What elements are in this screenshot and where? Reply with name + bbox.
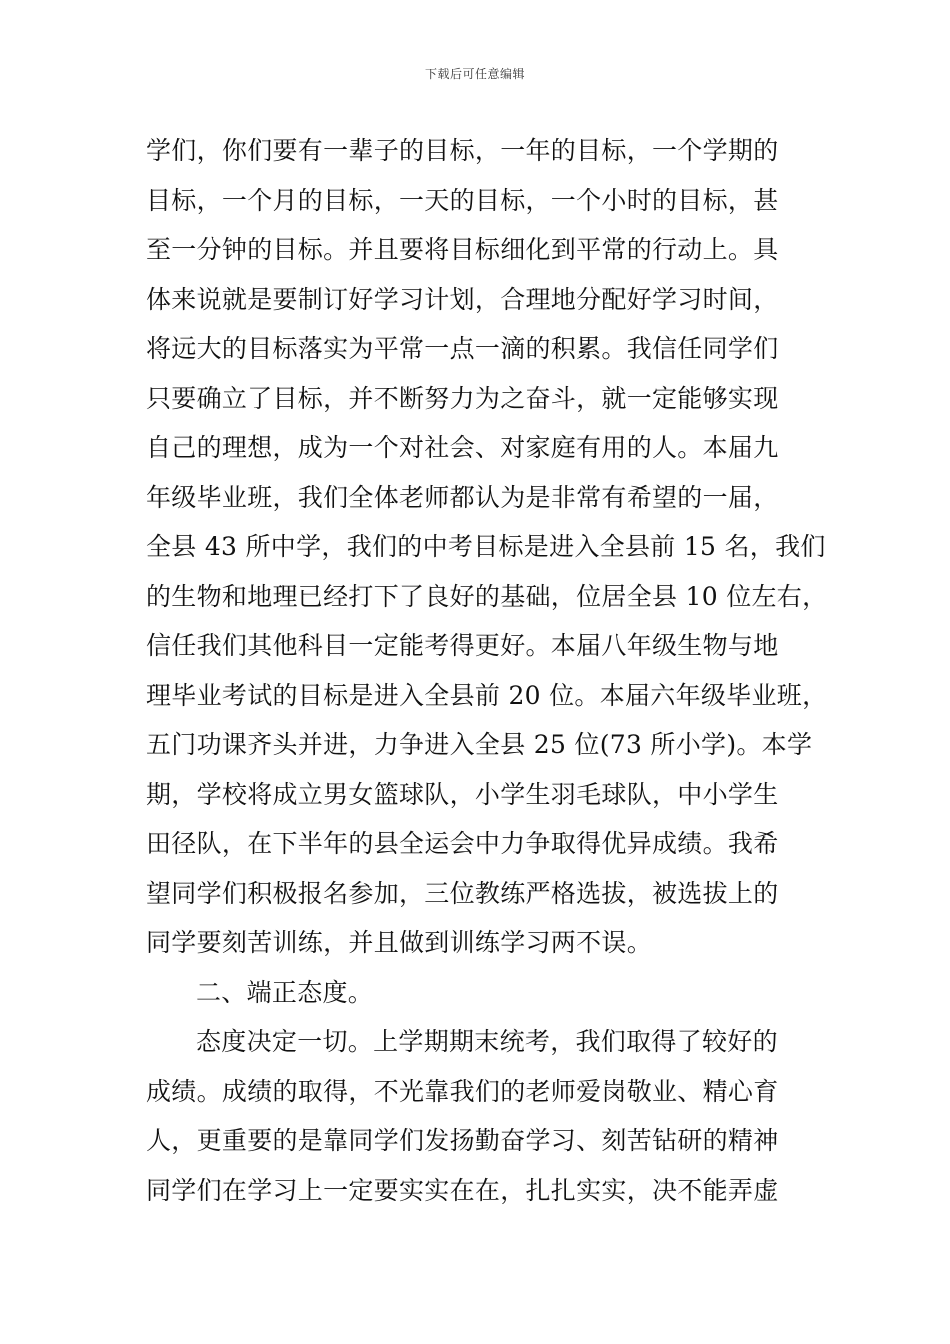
paragraph-0-line-3: 体来说就是要制订好学习计划，合理地分配好学习时间， <box>146 284 779 314</box>
paragraph-0-line-16: 同学要刻苦训练，并且做到训练学习两不误。 <box>146 928 653 957</box>
paragraph-2-line-1: 成绩。成绩的取得，不光靠我们的老师爱岗敬业、精心育 <box>146 1076 779 1106</box>
document-body <box>146 126 826 1215</box>
paragraph-0-line-1: 目标，一个月的目标，一天的目标，一个小时的目标，甚 <box>146 185 779 215</box>
paragraph-2-line-3: 同学们在学习上一定要实实在在，扎扎实实，决不能弄虚 <box>146 1175 779 1205</box>
paragraph-0-line-4: 将远大的目标落实为平常一点一滴的积累。我信任同学们 <box>146 334 779 363</box>
paragraph-0-line-15: 望同学们积极报名参加，三位教练严格选拔，被选拔上的 <box>146 878 779 908</box>
paragraph-0-line-14: 田径队，在下半年的县全运会中力争取得优异成绩。我希 <box>146 829 779 858</box>
paragraph-0-line-5: 只要确立了目标，并不断努力为之奋斗，就一定能够实现 <box>146 383 779 413</box>
paragraph-0-line-12: 五门功课齐头并进，力争进入全县 25 位(73 所小学)。本学 <box>146 730 813 759</box>
paragraph-0-line-10: 信任我们其他科目一定能考得更好。本届八年级生物与地 <box>146 631 779 660</box>
paragraph-1-line-0: 二、端正态度。 <box>196 977 374 1007</box>
paragraph-2-line-0: 态度决定一切。上学期期末统考，我们取得了较好的 <box>196 1027 778 1056</box>
page-header: 下载后可任意编辑 <box>424 67 525 81</box>
paragraph-0-line-7: 年级毕业班，我们全体老师都认为是非常有希望的一届， <box>146 482 779 512</box>
paragraph-0-line-13: 期，学校将成立男女篮球队，小学生羽毛球队，中小学生 <box>146 779 779 809</box>
paragraph-0-line-8: 全县 43 所中学，我们的中考目标是进入全县前 15 名，我们 <box>146 532 826 561</box>
paragraph-0-line-11: 理毕业考试的目标是进入全县前 20 位。本届六年级毕业班， <box>146 680 828 710</box>
paragraph-0-line-0: 学们，你们要有一辈子的目标，一年的目标，一个学期的 <box>146 136 779 165</box>
paragraph-0-line-6: 自己的理想，成为一个对社会、对家庭有用的人。本届九 <box>146 433 779 462</box>
paragraph-0-line-2: 至一分钟的目标。并且要将目标细化到平常的行动上。具 <box>146 235 779 264</box>
paragraph-0-line-9: 的生物和地理已经打下了良好的基础，位居全县 10 位左右， <box>146 581 828 611</box>
paragraph-2-line-2: 人，更重要的是靠同学们发扬勤奋学习、刻苦钻研的精神 <box>146 1126 779 1155</box>
